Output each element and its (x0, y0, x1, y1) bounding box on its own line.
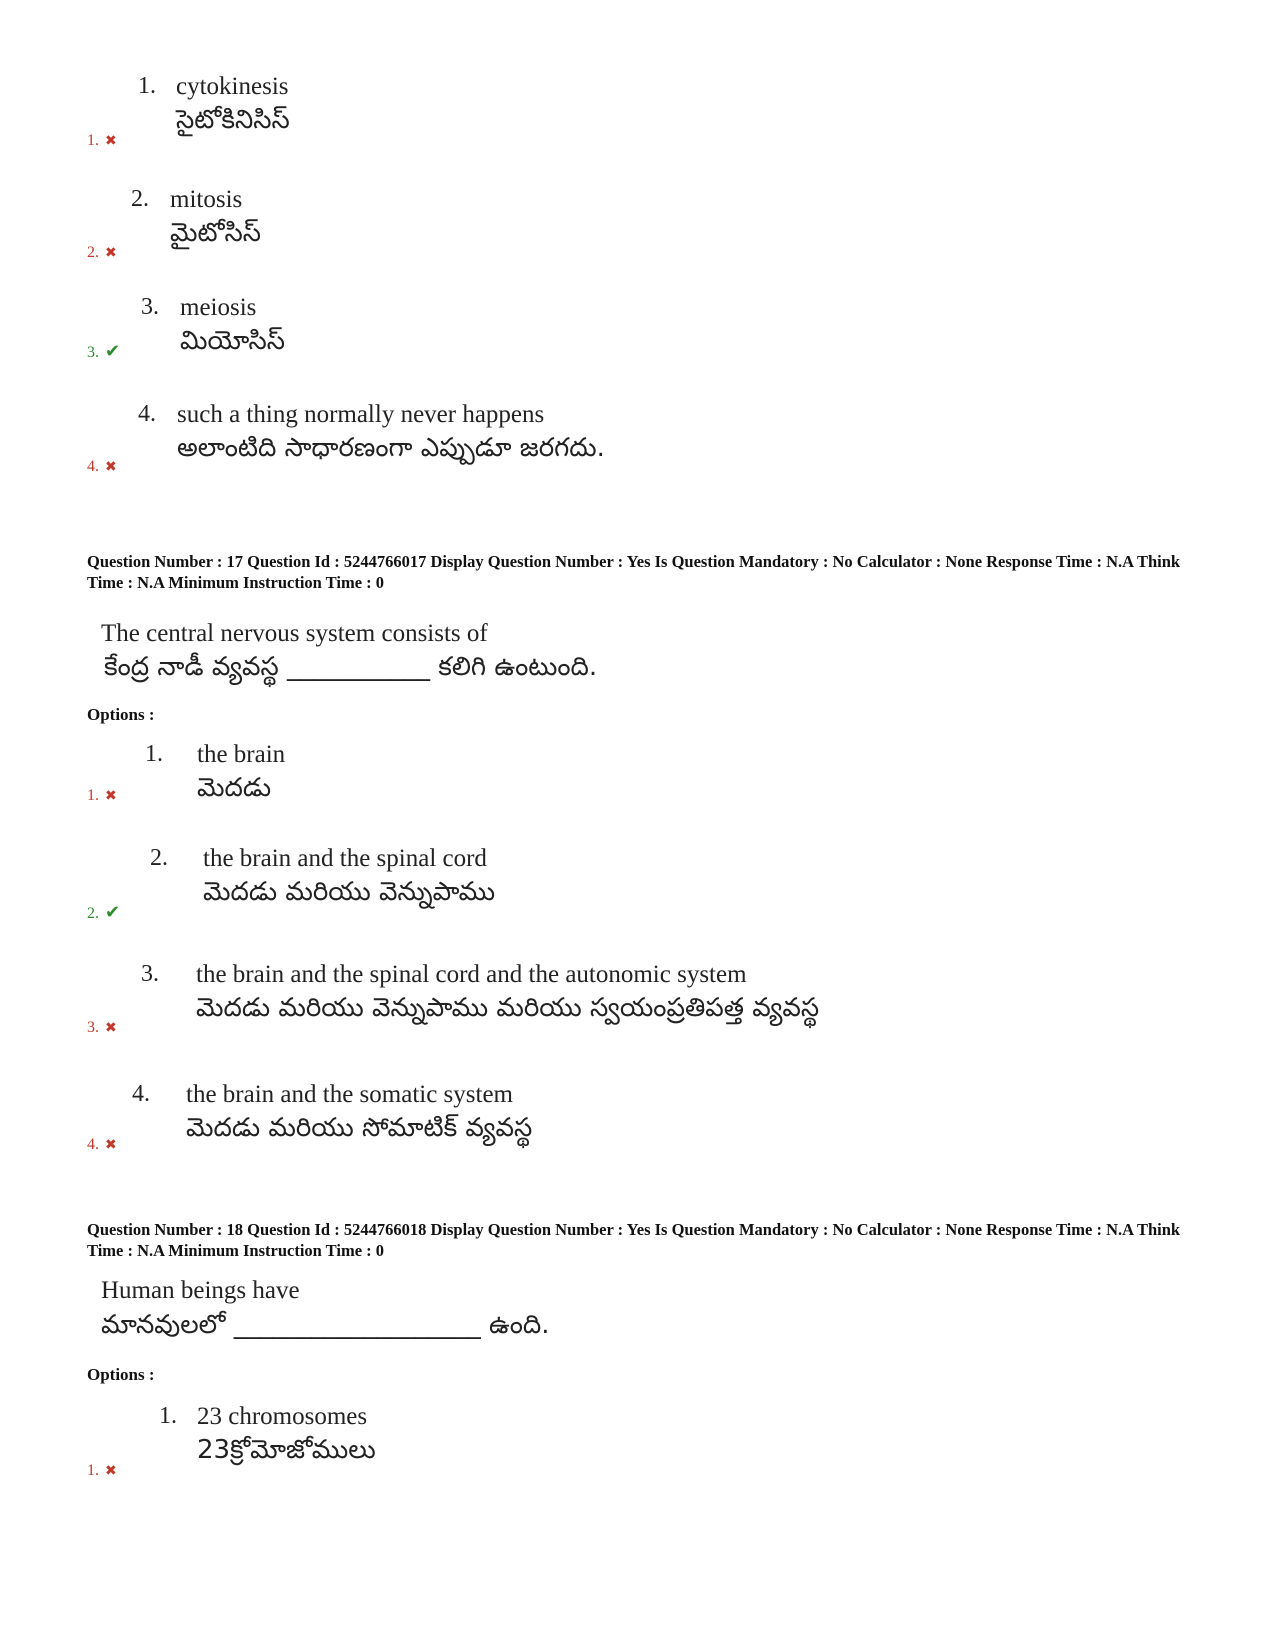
marker-number: 4. (87, 1136, 99, 1153)
option-number: 2. (131, 186, 149, 212)
question-text-te: మానవులలో ___________________ ఉంది. (101, 1310, 550, 1340)
option-text-te: మైటోసిస్ (170, 218, 262, 248)
option-marker (87, 1462, 117, 1480)
option-text-te: సైటోకినిసిస్ (176, 105, 290, 135)
marker-number: 4. (87, 458, 99, 475)
option-marker (87, 1019, 117, 1037)
option-text-te: 23క్రోమోజోములు (197, 1435, 376, 1465)
option-marker (87, 132, 117, 150)
option-number: 2. (150, 845, 168, 871)
option-number: 1. (159, 1403, 177, 1429)
option-number: 1. (145, 741, 163, 767)
option-number: 3. (141, 294, 159, 320)
question-meta: Question Number : 17 Question Id : 5244766017 Display Question Number : Yes Is Question Mandatory : No Calculator : None Response Time : N.A Think Time : N.A Minimum Instruction Time : 0 (87, 552, 1181, 592)
option-text-en: meiosis (180, 294, 257, 321)
option-marker (87, 341, 120, 362)
option-text-te: మెదడు (197, 773, 272, 803)
question-text-te: కేంద్ర నాడీ వ్యవస్థ ___________ కలిగి ఉంటుంది. (104, 652, 598, 682)
option-text-te: మెదడు మరియు వెన్నుపాము మరియు స్వయంప్రతిపత్త వ్యవస్థ (196, 993, 820, 1023)
cross-icon: ✖ (105, 246, 117, 261)
option-text-en: such a thing normally never happens (177, 401, 545, 428)
option-text-en: the brain and the spinal cord (203, 845, 487, 872)
cross-icon: ✖ (105, 789, 117, 804)
option-marker (87, 902, 120, 923)
marker-number: 1. (87, 1462, 99, 1479)
options-label: Options : (87, 705, 155, 724)
question-meta: Question Number : 18 Question Id : 5244766018 Display Question Number : Yes Is Question Mandatory : No Calculator : None Response Time : N.A Think Time : N.A Minimum Instruction Time : 0 (87, 1220, 1181, 1260)
option-text-en: 23 chromosomes (197, 1403, 368, 1430)
option-text-en: the brain and the somatic system (186, 1081, 514, 1108)
option-text-te: మెదడు మరియు వెన్నుపాము (203, 877, 496, 907)
option-number: 1. (138, 73, 156, 99)
option-text-en: the brain (197, 741, 286, 768)
question-text-en: The central nervous system consists of (101, 620, 488, 647)
marker-number: 1. (87, 132, 99, 149)
marker-number: 2. (87, 905, 99, 922)
option-number: 4. (138, 401, 156, 427)
check-icon: ✔ (105, 902, 121, 922)
option-marker (87, 458, 117, 476)
marker-number: 1. (87, 787, 99, 804)
option-text-te: మెదడు మరియు సోమాటిక్ వ్యవస్థ (186, 1113, 533, 1143)
marker-number: 3. (87, 1019, 99, 1036)
cross-icon: ✖ (105, 1464, 117, 1479)
option-text-te: మియోసిస్ (180, 326, 285, 356)
option-text-en: mitosis (170, 186, 243, 213)
option-marker (87, 1136, 117, 1154)
check-icon: ✔ (105, 341, 121, 361)
option-marker (87, 787, 117, 805)
cross-icon: ✖ (105, 460, 117, 475)
option-text-te: అలాంటిది సాధారణంగా ఎప్పుడూ జరగదు. (177, 433, 605, 463)
marker-number: 2. (87, 244, 99, 261)
cross-icon: ✖ (105, 1138, 117, 1153)
cross-icon: ✖ (105, 1021, 117, 1036)
option-number: 4. (132, 1081, 150, 1107)
marker-number: 3. (87, 344, 99, 361)
option-number: 3. (141, 961, 159, 987)
cross-icon: ✖ (105, 134, 117, 149)
option-text-en: cytokinesis (176, 73, 289, 100)
options-label: Options : (87, 1365, 155, 1384)
option-marker (87, 244, 117, 262)
option-text-en: the brain and the spinal cord and the autonomic system (196, 961, 747, 988)
question-text-en: Human beings have (101, 1277, 300, 1304)
